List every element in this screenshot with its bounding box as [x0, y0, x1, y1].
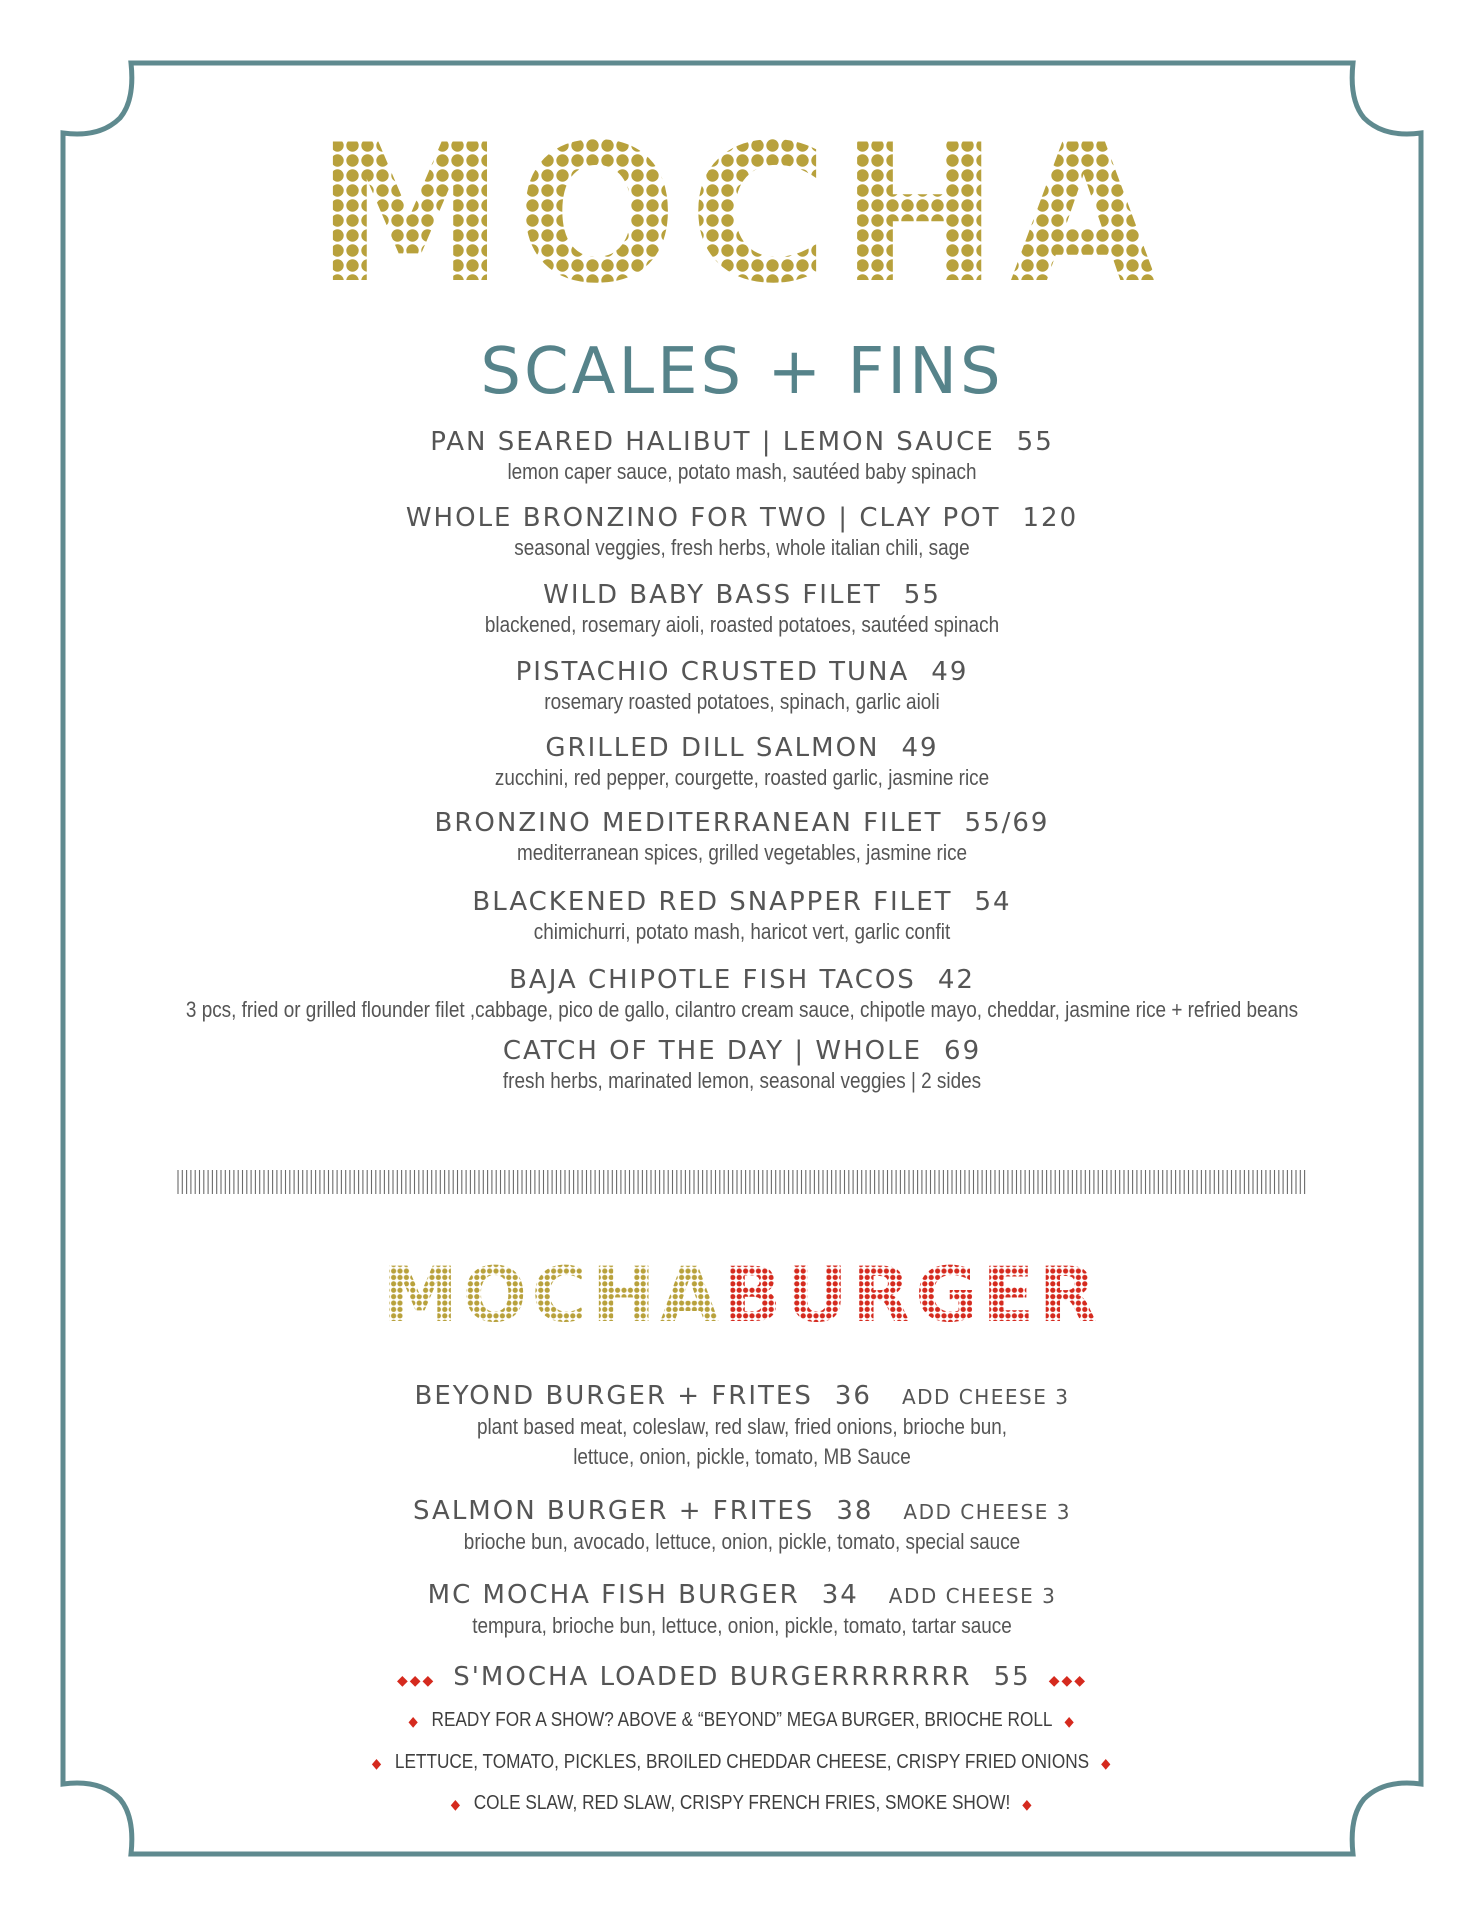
special-detail-text: COLE SLAW, RED SLAW, CRISPY FRENCH FRIES, SMOKE SHOW!	[473, 1792, 1011, 1814]
item-name: CATCH OF THE DAY | WHOLE	[502, 1036, 923, 1066]
item-title-line	[0, 808, 1484, 838]
item-price: 34	[821, 1580, 859, 1610]
item-name: MC MOCHA FISH BURGER	[427, 1580, 800, 1610]
item-name: PISTACHIO CRUSTED TUNA	[515, 657, 910, 687]
special-name: S'MOCHA LOADED BURGERRRRRRR	[453, 1662, 972, 1692]
item-description: rosemary roasted potatoes, spinach, garlic aioli	[544, 689, 940, 714]
item-price: 55/69	[964, 808, 1050, 838]
item-title-line	[0, 503, 1484, 533]
svg-text:MOCHA	[315, 108, 1168, 298]
special-detail	[104, 1705, 1380, 1736]
special-detail	[104, 1788, 1380, 1819]
item-title-line	[0, 733, 1484, 763]
fish-item	[0, 503, 1484, 563]
item-name: WILD BABY BASS FILET	[543, 580, 882, 610]
item-name: BLACKENED RED SNAPPER FILET	[472, 887, 953, 917]
item-title-line	[0, 580, 1484, 610]
item-description: lettuce, onion, pickle, tomato, MB Sauce	[573, 1444, 911, 1469]
svg-text:MOCHABURGER	[382, 1255, 1102, 1327]
special-detail	[104, 1747, 1380, 1778]
item-price: 69	[944, 1036, 982, 1066]
fish-item	[0, 657, 1484, 717]
item-title-line	[0, 887, 1484, 917]
item-title-line	[0, 1580, 1484, 1611]
special-detail-text: LETTUCE, TOMATO, PICKLES, BROILED CHEDDAR CHEESE, CRISPY FRIED ONIONS	[394, 1751, 1090, 1773]
fish-item	[0, 427, 1484, 487]
mocha-burger-logo-dots	[0, 1255, 1484, 1327]
add-cheese-option: ADD CHEESE 3	[903, 1500, 1071, 1524]
section-divider	[177, 1168, 1307, 1196]
fish-item	[0, 887, 1484, 947]
item-description: seasonal veggies, fresh herbs, whole italian chili, sage	[514, 535, 970, 560]
item-price: 49	[901, 733, 939, 763]
diamond-bullet-icon: ◆	[1022, 1796, 1034, 1812]
special-detail-line	[0, 1747, 1484, 1778]
item-description: chimichurri, potato mash, haricot vert, garlic confit	[533, 919, 951, 944]
item-name: SALMON BURGER + FRITES	[413, 1496, 815, 1526]
item-price: 38	[836, 1496, 874, 1526]
special-title	[0, 1662, 1484, 1696]
special-title-line	[0, 1662, 1484, 1696]
item-price: 55	[1016, 427, 1054, 457]
item-title-line	[0, 1036, 1484, 1066]
item-title-line	[0, 657, 1484, 687]
item-description: fresh herbs, marinated lemon, seasonal veggies | 2 sides	[502, 1068, 982, 1093]
special-detail-text: READY FOR A SHOW? ABOVE & “BEYOND” MEGA BURGER, BRIOCHE ROLL	[431, 1709, 1053, 1731]
item-price: 54	[974, 887, 1012, 917]
item-price: 120	[1022, 503, 1079, 533]
diamond-bullet-icon: ◆	[371, 1755, 383, 1771]
item-description: 3 pcs, fried or grilled flounder filet ,cabbage, pico de gallo, cilantro cream sauce, chipotle mayo, cheddar, jasmine rice + refried beans	[185, 997, 1299, 1022]
fish-item	[0, 733, 1484, 793]
item-description: brioche bun, avocado, lettuce, onion, pickle, tomato, special sauce	[463, 1529, 1021, 1554]
item-name: BRONZINO MEDITERRANEAN FILET	[434, 808, 943, 838]
item-name: BAJA CHIPOTLE FISH TACOS	[509, 965, 916, 995]
logo-word-0: MOCHA	[315, 108, 1169, 298]
logo-word-0: MOCHA	[382, 1255, 724, 1327]
item-description: zucchini, red pepper, courgette, roasted garlic, jasmine rice	[494, 765, 990, 790]
diamond-ornament-icon: ◆◆◆	[1048, 1673, 1088, 1689]
diamond-bullet-icon: ◆	[450, 1796, 462, 1812]
item-price: 49	[931, 657, 969, 687]
special-detail-line	[0, 1788, 1484, 1819]
item-description: plant based meat, coleslaw, red slaw, fried onions, brioche bun,	[476, 1414, 1008, 1439]
fish-item	[0, 580, 1484, 640]
item-title-line	[0, 965, 1484, 995]
item-price: 55	[903, 580, 941, 610]
item-title-line	[0, 1496, 1484, 1527]
section-title: SCALES + FINS	[480, 335, 1004, 409]
item-name: WHOLE BRONZINO FOR TWO | CLAY POT	[405, 503, 1001, 533]
item-description: blackened, rosemary aioli, roasted potatoes, sautéed spinach	[484, 612, 1000, 637]
item-description: tempura, brioche bun, lettuce, onion, pickle, tomato, tartar sauce	[472, 1613, 1012, 1638]
item-price: 36	[834, 1381, 872, 1411]
burger-item	[0, 1580, 1484, 1641]
item-price: 42	[937, 965, 975, 995]
item-description: lemon caper sauce, potato mash, sautéed baby spinach	[507, 459, 977, 484]
special-price: 55	[993, 1662, 1031, 1692]
fish-item	[0, 808, 1484, 868]
burger-item	[0, 1496, 1484, 1557]
add-cheese-option: ADD CHEESE 3	[888, 1584, 1057, 1608]
item-name: GRILLED DILL SALMON	[545, 733, 880, 763]
logo-word-1: BURGER	[723, 1255, 1102, 1327]
item-name: BEYOND BURGER + FRITES	[414, 1381, 813, 1411]
burger-item	[0, 1381, 1484, 1472]
diamond-bullet-icon: ◆	[408, 1713, 420, 1729]
item-title-line	[0, 427, 1484, 457]
fish-item	[0, 965, 1484, 1025]
mocha-logo-dots	[0, 108, 1484, 298]
special-detail-line	[0, 1705, 1484, 1736]
fish-item	[0, 1036, 1484, 1096]
mocha-burger-logo	[0, 1255, 1484, 1327]
item-name: PAN SEARED HALIBUT | LEMON SAUCE	[430, 427, 995, 457]
divider-ticks	[177, 1168, 1307, 1196]
item-title-line	[0, 1381, 1484, 1412]
item-description: mediterranean spices, grilled vegetables, jasmine rice	[516, 840, 968, 865]
mocha-logo	[0, 108, 1484, 298]
add-cheese-option: ADD CHEESE 3	[901, 1385, 1070, 1409]
diamond-bullet-icon: ◆	[1064, 1713, 1076, 1729]
diamond-ornament-icon: ◆◆◆	[396, 1673, 436, 1689]
diamond-bullet-icon: ◆	[1101, 1755, 1113, 1771]
